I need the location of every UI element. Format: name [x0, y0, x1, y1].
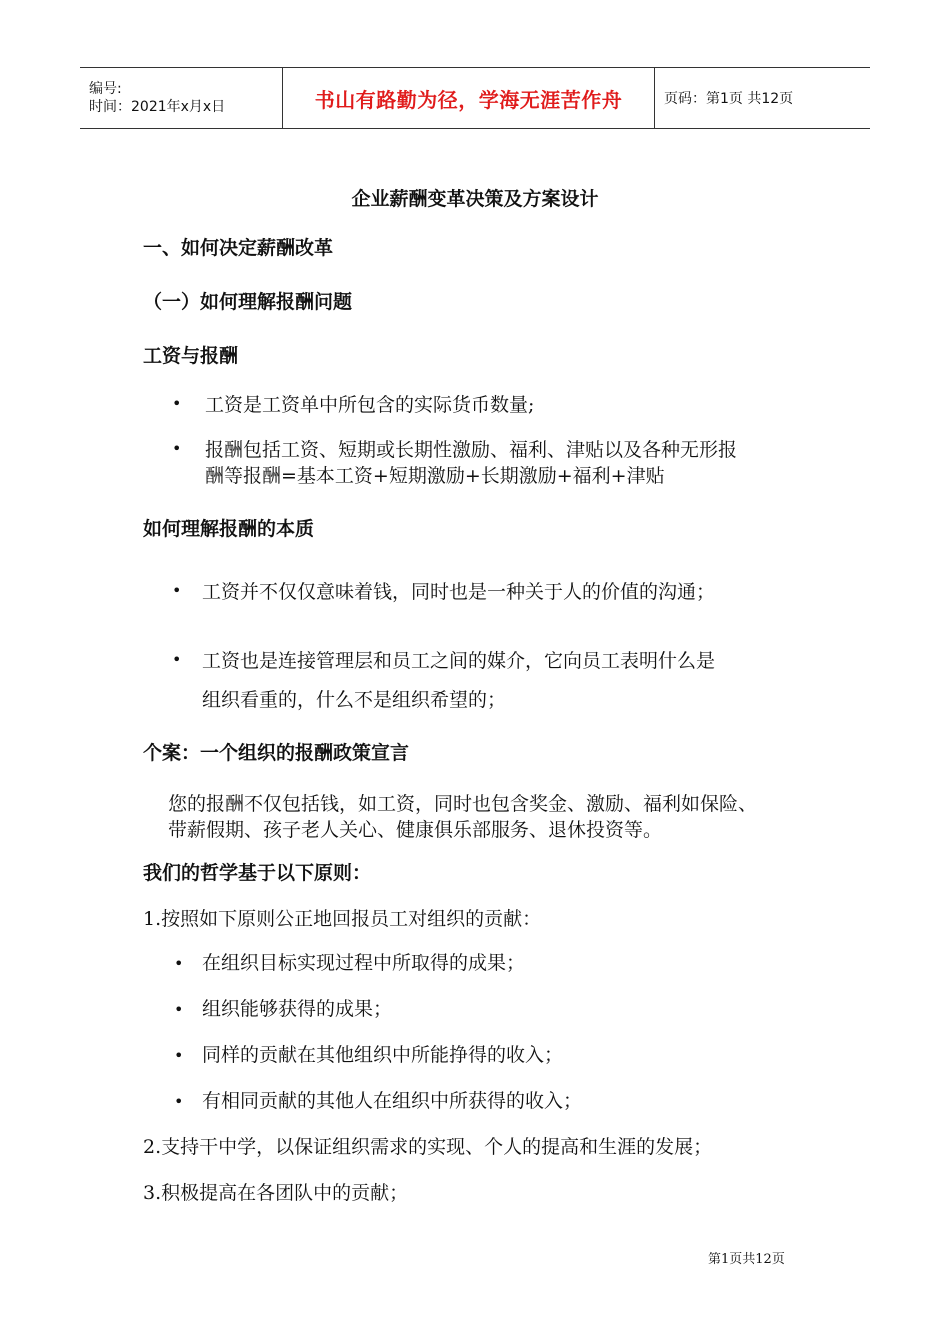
- motto-text: 书山有路勤为径，学海无涯苦作舟: [314, 87, 623, 112]
- heading-pay-essence: 如何理解报酬的本质: [143, 518, 315, 540]
- page-info: 页码：第1页 共12页: [664, 91, 794, 107]
- principle-3: 3.积极提高在各团队中的贡献；: [143, 1182, 409, 1204]
- wage-bullet-2-cont: 酬等报酬=基本工资+短期激励+长期激励+福利+津贴: [205, 465, 665, 487]
- header-left-cell: [80, 68, 282, 128]
- bullet-marker: •: [174, 1092, 184, 1111]
- header-page-cell: [655, 68, 870, 128]
- case-text-line-2: 带薪假期、孩子老人关心、健康俱乐部服务、退休投资等。: [168, 819, 663, 841]
- bullet-marker: •: [174, 1000, 184, 1019]
- wage-bullet-2: 报酬包括工资、短期或长期性激励、福利、津贴以及各种无形报: [205, 439, 738, 461]
- principle-1-bullet-1: 在组织目标实现过程中所取得的成果；: [202, 952, 526, 974]
- subsection-heading-1: （一）如何理解报酬问题: [143, 291, 353, 313]
- heading-wage-and-pay: 工资与报酬: [143, 345, 239, 367]
- wage-bullet-1: 工资是工资单中所包含的实际货币数量;: [205, 394, 535, 416]
- section-heading-1: 一、如何决定薪酬改革: [143, 237, 334, 259]
- bullet-marker: •: [172, 650, 182, 669]
- principle-1-bullet-3: 同样的贡献在其他组织中所能挣得的收入；: [202, 1044, 564, 1066]
- header-table: [80, 67, 870, 129]
- principle-1-bullet-4: 有相同贡献的其他人在组织中所获得的收入；: [202, 1090, 583, 1112]
- bullet-marker: •: [172, 394, 182, 413]
- essence-bullet-2: 工资也是连接管理层和员工之间的媒介，它向员工表明什么是: [202, 650, 716, 672]
- heading-philosophy: 我们的哲学基于以下原则：: [143, 862, 372, 884]
- document-title: 企业薪酬变革决策及方案设计: [351, 188, 599, 210]
- heading-case: 个案：一个组织的报酬政策宣言: [143, 742, 410, 764]
- principle-1: 1.按照如下原则公正地回报员工对组织的贡献：: [143, 908, 542, 930]
- time-label: 时间：2021年x月x日: [89, 99, 226, 115]
- page-footer: 第1页共12页: [708, 1252, 785, 1267]
- bullet-marker: •: [174, 1046, 184, 1065]
- principle-2: 2.支持干中学，以保证组织需求的实现、个人的提高和生涯的发展；: [143, 1136, 713, 1158]
- bullet-marker: •: [172, 581, 182, 600]
- principle-1-bullet-2: 组织能够获得的成果；: [202, 998, 393, 1020]
- case-text-line-1: 您的报酬不仅包括钱，如工资，同时也包含奖金、激励、福利如保险、: [168, 793, 758, 815]
- number-label: 编号:: [89, 81, 122, 97]
- bullet-marker: •: [172, 439, 182, 458]
- essence-bullet-1: 工资并不仅仅意味着钱，同时也是一种关于人的价值的沟通；: [202, 581, 716, 603]
- essence-bullet-2-cont: 组织看重的，什么不是组织希望的；: [202, 689, 507, 711]
- header-motto-cell: [282, 68, 655, 128]
- bullet-marker: •: [174, 954, 184, 973]
